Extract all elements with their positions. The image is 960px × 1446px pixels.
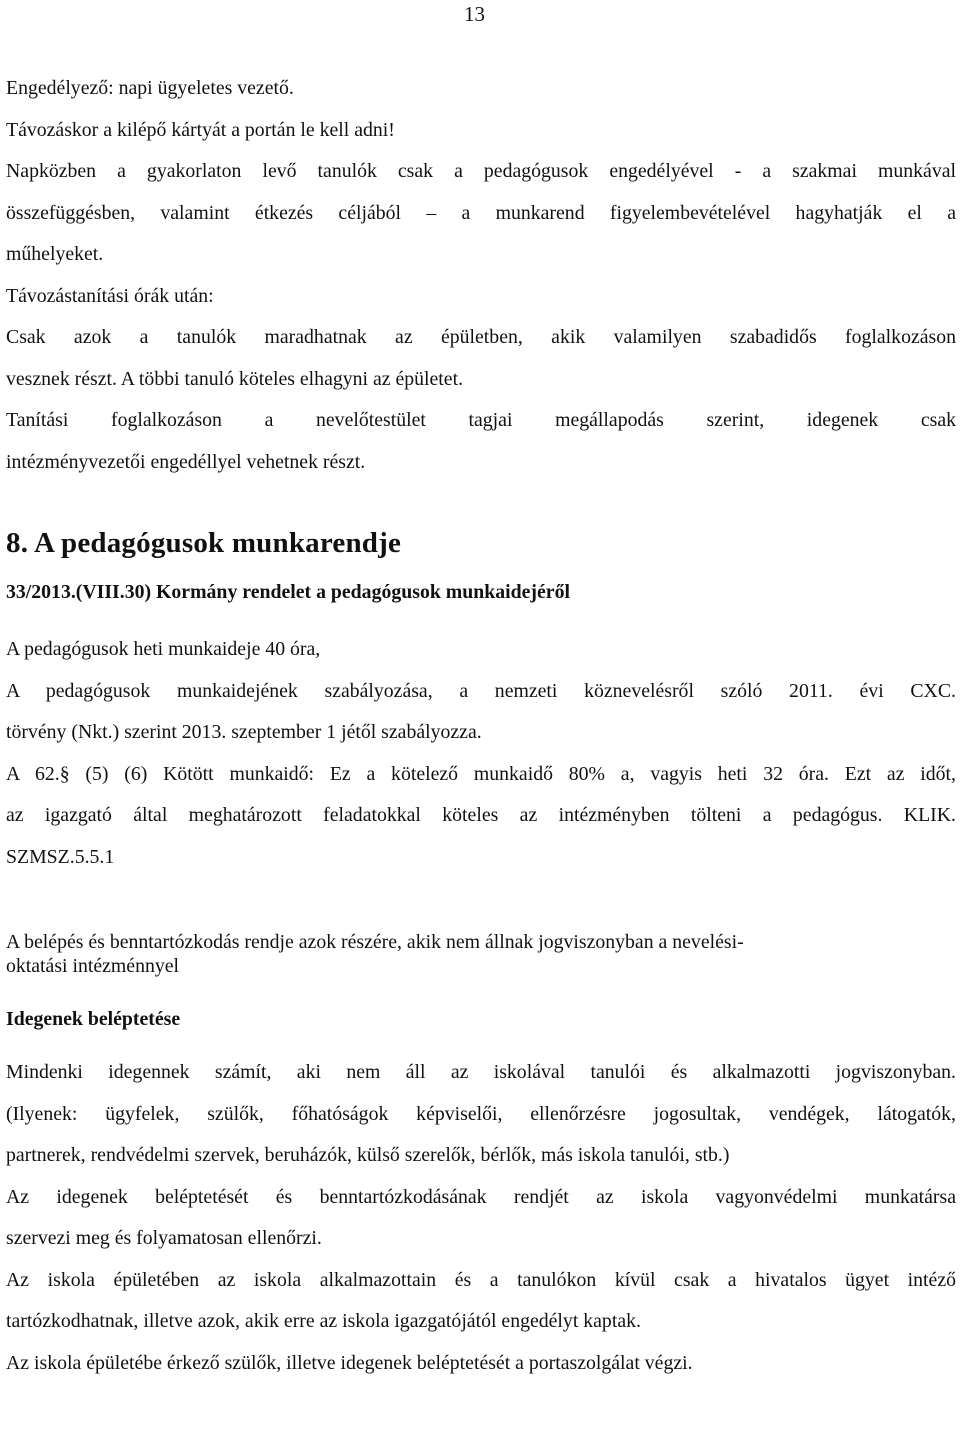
organize-line-2: szervezi meg és folyamatosan ellenőrzi. [6, 1227, 322, 1249]
entry-title [6, 930, 956, 978]
visitors-title: Idegenek beléptetése [6, 1008, 181, 1030]
regulation-line-1: A pedagógusok munkaidejének szabályozása, a nemzeti köznevelésről szóló 2011. évi CXC. [6, 679, 956, 702]
section-title: 8. A pedagógusok munkarendje [6, 527, 402, 559]
organize-line-1: Az idegenek beléptetését és benntartózkodásának rendjét az iskola vagyonvédelmi munkatársa [6, 1185, 956, 1208]
bound-time-line-2: az igazgató által meghatározott feladatokkal köteles az intézményben tölteni a pedagógus. KLIK. [6, 804, 956, 826]
examples-line-1: (Ilyenek: ügyfelek, szülők, főhatóságok képviselői, ellenőrzésre jogosultak, vendégek, látogatók, [6, 1102, 956, 1125]
lesson-rule-line-1: Tanítási foglalkozáson a nevelőtestület tagjai megállapodás szerint, idegenek csak [6, 409, 956, 431]
after-class-title: Távozástanítási órák után: [6, 284, 214, 307]
entry-title-line-2: oktatási intézménnyel [6, 955, 180, 977]
daytime-rule-line-2: összefüggésben, valamint étkezés céljából – a munkarend figyelembevételével hagyhatják el a [6, 201, 956, 224]
bound-time-line-3: SZMSZ.5.5.1 [6, 845, 115, 868]
visitor-definition: Mindenki idegennek számít, aki nem áll az iskolával tanulói és alkalmazotti jogviszonyban. [6, 1061, 956, 1083]
daytime-rule-line-1: Napközben a gyakorlaton levő tanulók csak a pedagógusok engedélyével - a szakmai munkával [6, 160, 956, 182]
building-line-2: tartózkodhatnak, illetve azok, akik erre az iskola igazgatójától engedélyt kaptak. [6, 1310, 641, 1332]
page-number: 13 [464, 2, 485, 26]
leaving-card-line: Távozáskor a kilépő kártyát a portán le kell adni! [6, 118, 395, 141]
building-line-1: Az iskola épületében az iskola alkalmazottain és a tanulókon kívül csak a hivatalos ügyet intéző [6, 1268, 956, 1291]
document-body [6, 68, 956, 1384]
hours-line: A pedagógusok heti munkaideje 40 óra, [6, 638, 321, 660]
bound-time-line-1: A 62.§ (5) (6) Kötött munkaidő: Ez a kötelező munkaidő 80% a, vagyis heti 32 óra. Ezt az időt, [6, 762, 956, 785]
parents-line: Az iskola épületébe érkező szülők, illetve idegenek beléptetését a portaszolgálat végzi. [6, 1351, 693, 1374]
entry-section [6, 930, 956, 1384]
daytime-rule-line-3: műhelyeket. [6, 243, 104, 265]
decree-title: 33/2013.(VIII.30) Kormány rendelet a pedagógusok munkaidejéről [6, 581, 570, 603]
section-8 [6, 525, 956, 878]
examples-line-2: partnerek, rendvédelmi szervek, beruházók, külső szerelők, bérlők, más iskola tanulói, stb.) [6, 1144, 730, 1166]
stay-rule-line-1: Csak azok a tanulók maradhatnak az épületben, akik valamilyen szabadidős foglalkozáson [6, 326, 956, 348]
stay-rule-line-2: vesznek részt. A többi tanuló köteles elhagyni az épületet. [6, 367, 464, 390]
approver-line: Engedélyező: napi ügyeletes vezető. [6, 77, 294, 99]
regulation-line-2: törvény (Nkt.) szerint 2013. szeptember 1 jétől szabályozza. [6, 721, 482, 743]
entry-title-line-1: A belépés és benntartózkodás rendje azok részére, akik nem állnak jogviszonyban a nevelési- [6, 931, 744, 953]
lesson-rule-line-2: intézményvezetői engedéllyel vehetnek részt. [6, 450, 366, 473]
